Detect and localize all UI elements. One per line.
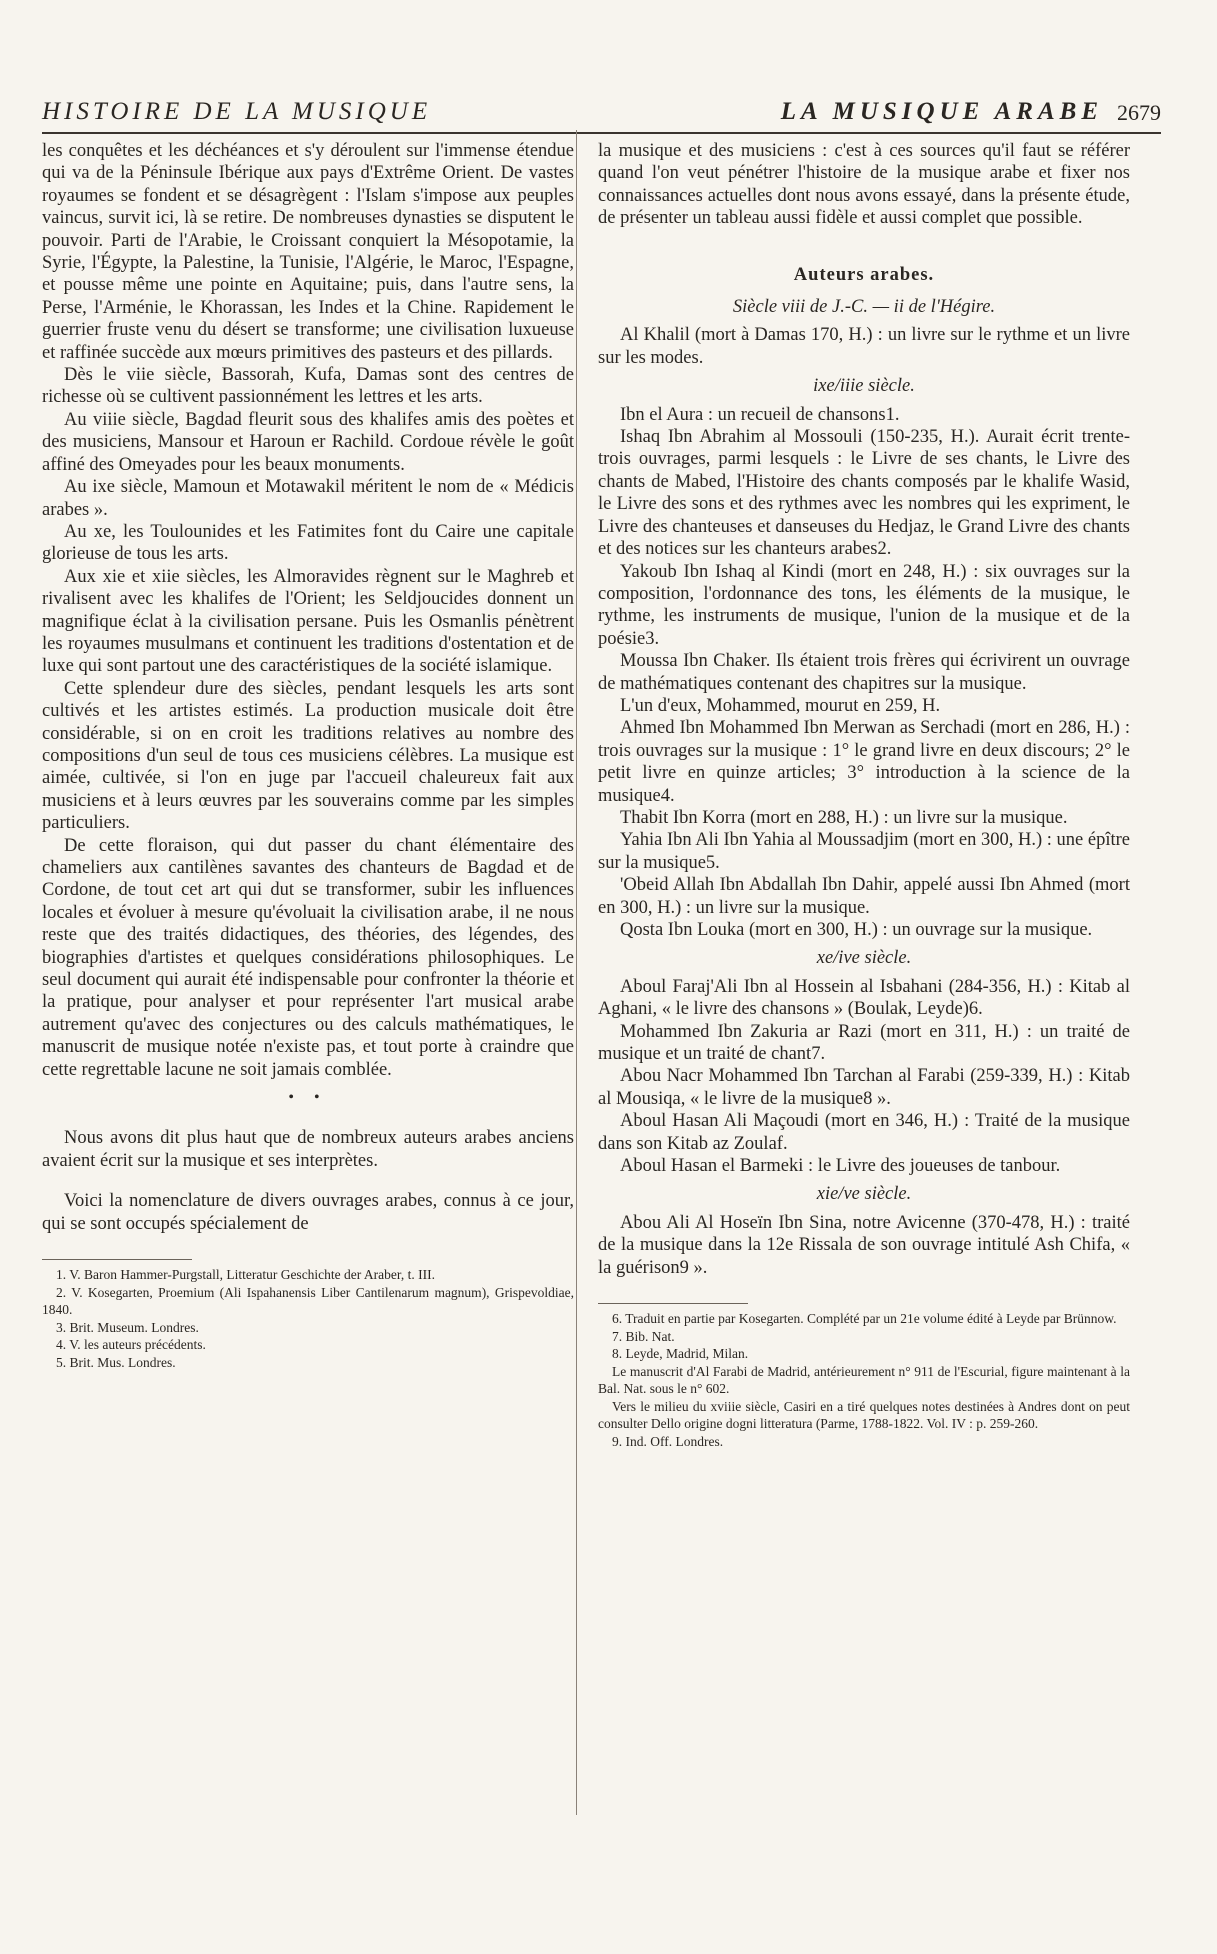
running-title-right: LA MUSIQUE ARABE bbox=[780, 98, 1103, 125]
paragraph: Au ixe siècle, Mamoun et Motawakil méritent le nom de « Médicis arabes ». bbox=[42, 477, 574, 520]
paragraph: Cette splendeur dure des siècles, pendant lesquels les arts sont cultivés et les artistes estimés. La production musicale doit être considérable, si on en croit les traditions relatives au nombre des compositions d'un seul de tous ces musiciens célèbres. La musique est aimée, cultivée, si l'on en juge par l'accueil chaleureux fait aux musiciens et à leurs œuvres par les souverains comme par les simples particuliers. bbox=[42, 678, 574, 834]
footnotes-left bbox=[42, 1266, 574, 1371]
footnote: 6. Traduit en partie par Kosegarten. Complété par un 21e volume édité à Leyde par Brünnow. bbox=[612, 1311, 1117, 1327]
paragraph: la musique et des musiciens : c'est à ces sources qu'il faut se référer quand l'on veut pénétrer l'histoire de la musique arabe et fixer nos connaissances actuelles dont nous avons essayé, dans la présente étude, de présenter un tableau aussi fidèle et aussi complet que possible. bbox=[598, 141, 1130, 229]
paragraph: Au viiie siècle, Bagdad fleurit sous des khalifes amis des poètes et des musiciens, Mansour et Haroun er Rachild. Cordoue révèle le goût affiné des Omeyades pour les beaux monuments. bbox=[42, 409, 574, 475]
author-entry: Yahia Ibn Ali Ibn Yahia al Moussadjim (mort en 300, H.) : une épître sur la musique5. bbox=[598, 830, 1130, 873]
footnote: Le manuscrit d'Al Farabi de Madrid, antérieurement n° 911 de l'Escurial, figure maintenant à la Bal. Nat. sous le n° 602. bbox=[598, 1363, 1130, 1397]
century-heading: xe/ive siècle. bbox=[816, 948, 912, 969]
column-divider bbox=[576, 130, 577, 1815]
footnote: 2. V. Kosegarten, Proemium (Ali Ispahanensis Liber Cantilenarum magnum), Grispevoldiae, 1840. bbox=[42, 1284, 574, 1318]
footnote: 9. Ind. Off. Londres. bbox=[612, 1433, 724, 1449]
author-entry: Yakoub Ibn Ishaq al Kindi (mort en 248, H.) : six ouvrages sur la composition, l'ordonnance des tons, les éléments de la musique, le rythme, les instruments de musique, l'union de la musique et de la poésie3. bbox=[598, 561, 1130, 649]
author-entry: Ahmed Ibn Mohammed Ibn Merwan as Serchadi (mort en 286, H.) : trois ouvrages sur la musique : 1° le grand livre en deux discours; 2° le petit livre en quinze articles; 3° introduction à la science de la musique4. bbox=[598, 718, 1130, 806]
author-entry: Ibn el Aura : un recueil de chansons1. bbox=[620, 404, 900, 425]
footnote: 8. Leyde, Madrid, Milan. bbox=[612, 1346, 749, 1362]
author-entry: Thabit Ibn Korra (mort en 288, H.) : un livre sur la musique. bbox=[620, 807, 1068, 828]
running-title-left: HISTOIRE DE LA MUSIQUE bbox=[42, 98, 432, 125]
paragraph: Aux xie et xiie siècles, les Almoravides règnent sur le Maghreb et rivalisent avec les khalifes de l'Orient; les Seldjoucides donnent un magnifique éclat à la civilisation persane. Puis les Osmanlis pénètrent les royaumes musulmans et continuent les traditions d'ostentation et de luxe qui sont partout une des caractéristiques de la société islamique. bbox=[42, 566, 574, 677]
footnote: 4. V. les auteurs précédents. bbox=[56, 1337, 206, 1353]
right-column bbox=[598, 140, 1130, 1450]
author-entry: Qosta Ibn Louka (mort en 300, H.) : un ouvrage sur la musique. bbox=[620, 920, 1093, 940]
author-entry: Mohammed Ibn Zakuria ar Razi (mort en 311, H.) : un traité de musique et un traité de chant7. bbox=[598, 1021, 1130, 1065]
century-heading: xie/ve siècle. bbox=[816, 1184, 912, 1205]
footnote: 3. Brit. Museum. Londres. bbox=[56, 1319, 199, 1335]
paragraph: Nous avons dit plus haut que de nombreux auteurs arabes anciens avaient écrit sur la musique et ses interprètes. bbox=[42, 1128, 574, 1171]
running-header bbox=[42, 98, 1161, 134]
author-entry: Aboul Faraj'Ali Ibn al Hossein al Isbahani (284-356, H.) : Kitab al Aghani, « le livre des chansons » (Boulak, Leyde)6. bbox=[598, 976, 1130, 1020]
section-ornament: • • bbox=[288, 1089, 328, 1107]
footnote: 7. Bib. Nat. bbox=[612, 1328, 675, 1344]
paragraph: les conquêtes et les déchéances et s'y déroulent sur l'immense étendue qui va de la Péninsule Ibérique aux pays d'Extrême Orient. De vastes royaumes se fondent et se désagrègent : l'Islam s'impose aux peuples vaincus, survit ici, là se retire. De nombreuses dynasties se disputent le pouvoir. Parti de l'Arabie, le Croissant conquiert la Mésopotamie, la Syrie, l'Égypte, la Palestine, la Tunisie, l'Algérie, le Maroc, l'Espagne, et pousse même une pointe en Aquitaine; puis, dans l'autre sens, la Perse, l'Arménie, le Khorassan, les Indes et la Chine. Rapidement le guerrier fruste venu du désert se transforme; une civilisation luxueuse et raffinée succède aux mœurs primitives des pasteurs et des pillards. bbox=[42, 141, 574, 363]
paragraph: Au xe, les Toulounides et les Fatimites font du Caire une capitale glorieuse de tous les arts. bbox=[42, 521, 574, 565]
author-entry: 'Obeid Allah Ibn Abdallah Ibn Dahir, appelé aussi Ibn Ahmed (mort en 300, H.) : un livre sur la musique. bbox=[598, 875, 1130, 918]
footnote: 5. Brit. Mus. Londres. bbox=[56, 1354, 176, 1370]
paragraph: De cette floraison, qui dut passer du chant élémentaire des chameliers aux cantilènes savantes des chanteurs de Bagdad et de Cordone, de tout cet art qui dut se transformer, subir les influences locales et évoluer à mesure qu'évoluait la civilisation arabe, il ne nous reste que des traités didactiques, des théories, des légendes, des biographies d'artistes et quelques considérations philosophiques. Le seul document qui aurait été indispensable pour confronter la théorie et la pratique, pour analyser et pour représenter l'art musical arabe autrement qu'avec des conjectures ou des calculs mathématiques, le manuscrit de musique notée n'existe pas, et tout porte à craindre que cette regrettable lacune ne soit jamais comblée. bbox=[42, 835, 574, 1080]
century-heading: Siècle viii de J.-C. — ii de l'Hégire. bbox=[732, 297, 996, 318]
author-entry: Ishaq Ibn Abrahim al Mossouli (150-235, H.). Aurait écrit trente-trois ouvrages, parmi lesquels : le Livre de ses chants, le Livre des chants de Mabed, l'Histoire des chants composés par le khalife Wasid, le Livre des sons et des rythmes avec les nombres qui les expriment, le Livre des chanteuses et danseuses du Hedjaz, le Grand Livre des chants et des notices sur les chanteurs arabes2. bbox=[598, 427, 1130, 560]
footnote-rule bbox=[42, 1259, 192, 1260]
footnote-rule bbox=[598, 1303, 748, 1304]
footnotes-right bbox=[598, 1310, 1130, 1450]
author-entry: Al Khalil (mort à Damas 170, H.) : un livre sur le rythme et un livre sur les modes. bbox=[598, 325, 1130, 368]
page-number: 2679 bbox=[1117, 100, 1161, 125]
century-heading: ixe/iiie siècle. bbox=[813, 376, 915, 397]
footnote: 1. V. Baron Hammer-Purgstall, Litteratur Geschichte der Araber, t. III. bbox=[56, 1267, 435, 1283]
paragraph: Dès le viie siècle, Bassorah, Kufa, Damas sont des centres de richesse où se cultivent passionnément les lettres et les arts. bbox=[42, 365, 574, 408]
paragraph: Voici la nomenclature de divers ouvrages arabes, connus à ce jour, qui se sont occupés spécialement de bbox=[42, 1191, 574, 1234]
author-entry: Aboul Hasan Ali Maçoudi (mort en 346, H.) : Traité de la musique dans son Kitab az Zoulaf. bbox=[598, 1111, 1130, 1154]
author-entry: L'un d'eux, Mohammed, mourut en 259, H. bbox=[620, 695, 941, 716]
spacer bbox=[42, 1172, 574, 1190]
footnote: Vers le milieu du xviiie siècle, Casiri en a tiré quelques notes destinées à Andres dont on peut consulter Dello origine dogni litteratura (Parme, 1788-1822. Vol. IV : p. 259-260. bbox=[598, 1398, 1130, 1432]
left-column bbox=[42, 140, 574, 1371]
author-entry: Abou Ali Al Hoseïn Ibn Sina, notre Avicenne (370-478, H.) : traité de la musique dans la 12e Rissala de son ouvrage intitulé Ash Chifa, « la guérison9 ». bbox=[598, 1212, 1130, 1278]
section-title: Auteurs arabes. bbox=[793, 264, 935, 285]
author-entry: Aboul Hasan el Barmeki : le Livre des joueuses de tanbour. bbox=[620, 1156, 1061, 1177]
author-entry: Abou Nacr Mohammed Ibn Tarchan al Farabi (259-339, H.) : Kitab al Mousiqa, « le livre de la musique8 ». bbox=[598, 1066, 1130, 1109]
author-entry: Moussa Ibn Chaker. Ils étaient trois frères qui écrivirent un ouvrage de mathématiques contenant des chapitres sur la musique. bbox=[598, 651, 1130, 694]
